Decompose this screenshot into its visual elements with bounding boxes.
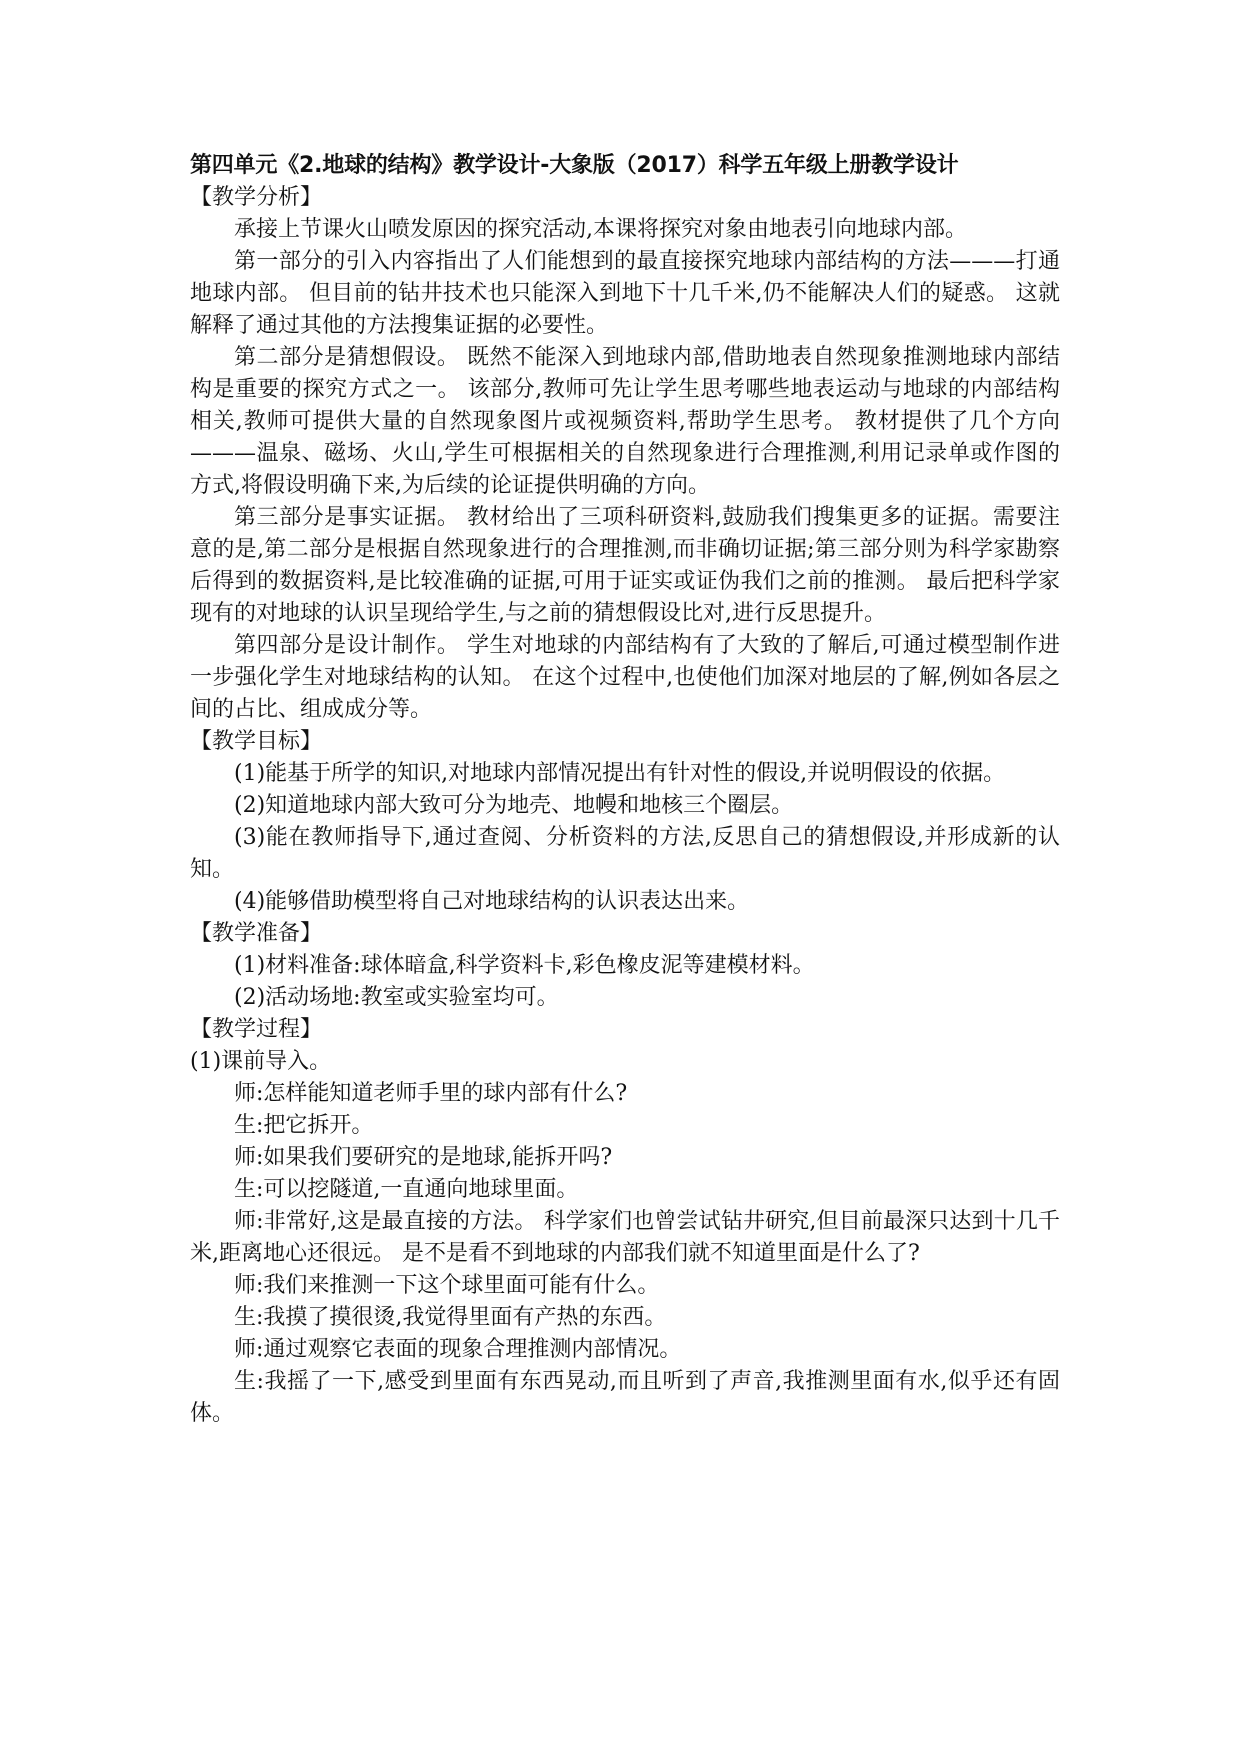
paragraph: 生:可以挖隧道,一直通向地球里面。 <box>234 1177 579 1202</box>
paragraph: 第一部分的引入内容指出了人们能想到的最直接探究地球内部结构的方法———打通地球内部。 但目前的钻井技术也只能深入到地下十几千米,仍不能解决人们的疑惑。 这就解释了通过其他的方法搜集证据的必要性。 <box>190 249 1060 338</box>
paragraph: 第二部分是猜想假设。 既然不能深入到地球内部,借助地表自然现象推测地球内部结构是重要的探究方式之一。 该部分,教师可先让学生思考哪些地表运动与地球的内部结构相关,教师可提供大量的自然现象图片或视频资料,帮助学生思考。 教材提供了几个方向———温泉、磁场、火山,学生可根据相关的自然现象进行合理推测,利用记录单或作图的方式,将假设明确下来,为后续的论证提供明确的方向。 <box>190 345 1060 498</box>
section-heading: 【教学分析】 <box>190 185 323 210</box>
section <box>190 182 1060 726</box>
paragraph: 师:通过观察它表面的现象合理推测内部情况。 <box>234 1337 682 1362</box>
document-body <box>190 182 1060 1430</box>
section-heading: 【教学目标】 <box>190 729 323 754</box>
paragraph: 第四部分是设计制作。 学生对地球的内部结构有了大致的了解后,可通过模型制作进一步强化学生对地球结构的认知。 在这个过程中,也使他们加深对地层的了解,例如各层之间的占比、组成成分等。 <box>190 633 1060 722</box>
paragraph: (1)能基于所学的知识,对地球内部情况提出有针对性的假设,并说明假设的依据。 <box>234 761 1006 786</box>
paragraph: 师:我们来推测一下这个球里面可能有什么。 <box>234 1273 660 1298</box>
paragraph: 生:我摇了一下,感受到里面有东西晃动,而且听到了声音,我推测里面有水,似乎还有固体。 <box>190 1369 1060 1426</box>
section <box>190 726 1060 918</box>
paragraph: 承接上节课火山喷发原因的探究活动,本课将探究对象由地表引向地球内部。 <box>234 217 967 242</box>
section <box>190 918 1060 1014</box>
section-heading: 【教学过程】 <box>190 1017 323 1042</box>
paragraph: (2)知道地球内部大致可分为地壳、地幔和地核三个圈层。 <box>234 793 794 818</box>
section-heading: 【教学准备】 <box>190 921 323 946</box>
document-title: 第四单元《2.地球的结构》教学设计-大象版（2017）科学五年级上册教学设计 <box>190 153 959 178</box>
paragraph: (2)活动场地:教室或实验室均可。 <box>234 985 559 1010</box>
paragraph: 第三部分是事实证据。 教材给出了三项科研资料,鼓励我们搜集更多的证据。需要注意的是,第二部分是根据自然现象进行的合理推测,而非确切证据;第三部分则为科学家勘察后得到的数据资料,是比较准确的证据,可用于证实或证伪我们之前的推测。 最后把科学家现有的对地球的认识呈现给学生,与之前的猜想假设比对,进行反思提升。 <box>190 505 1060 626</box>
document-page <box>190 150 1060 1430</box>
paragraph: 师:怎样能知道老师手里的球内部有什么? <box>234 1081 628 1106</box>
paragraph: 生:把它拆开。 <box>234 1113 374 1138</box>
paragraph: 生:我摸了摸很烫,我觉得里面有产热的东西。 <box>234 1305 667 1330</box>
paragraph: (4)能够借助模型将自己对地球结构的认识表达出来。 <box>234 889 750 914</box>
paragraph: (3)能在教师指导下,通过查阅、分析资料的方法,反思自己的猜想假设,并形成新的认知。 <box>190 825 1060 882</box>
paragraph: (1)材料准备:球体暗盒,科学资料卡,彩色橡皮泥等建模材料。 <box>234 953 815 978</box>
paragraph: 师:非常好,这是最直接的方法。 科学家们也曾尝试钻井研究,但目前最深只达到十几千米,距离地心还很远。 是不是看不到地球的内部我们就不知道里面是什么了? <box>190 1209 1060 1266</box>
paragraph: (1)课前导入。 <box>190 1049 332 1074</box>
section <box>190 1014 1060 1430</box>
paragraph: 师:如果我们要研究的是地球,能拆开吗? <box>234 1145 613 1170</box>
